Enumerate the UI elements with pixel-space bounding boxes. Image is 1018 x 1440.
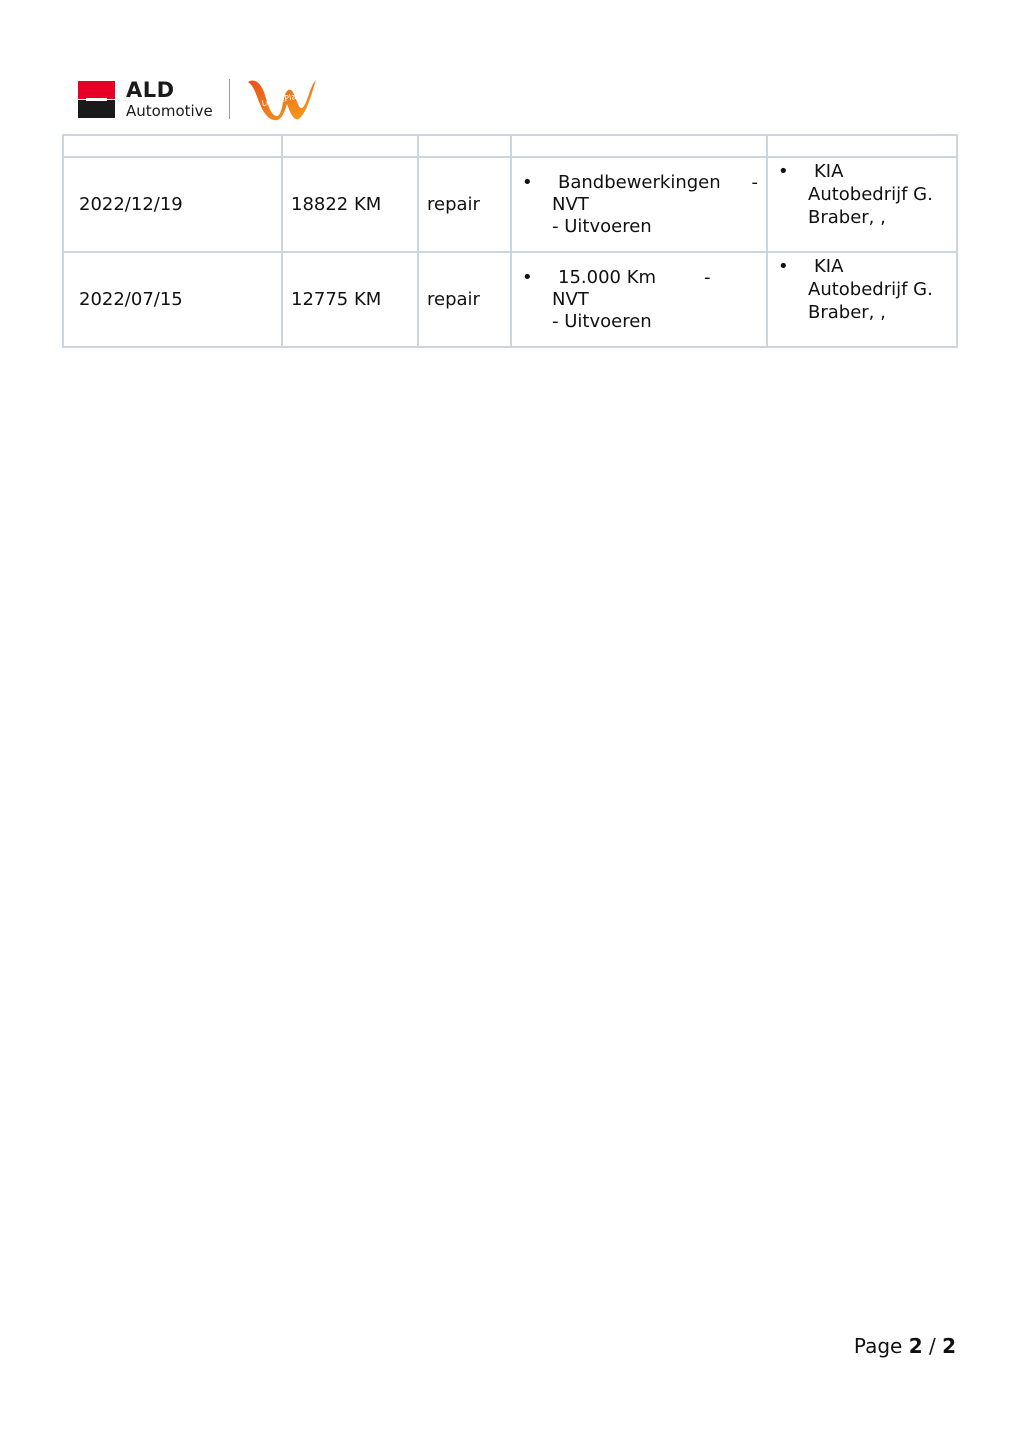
description-bullet-item xyxy=(522,172,758,238)
date-cell: 2022/12/19 xyxy=(63,157,282,252)
description-status: NVT xyxy=(552,288,589,310)
dealer-name: Autobedrijf G. xyxy=(808,184,933,205)
description-name: Bandbewerkingen xyxy=(558,171,721,193)
table-header-row xyxy=(63,135,957,157)
page-number xyxy=(854,1334,956,1358)
date-cell: 2022/07/15 xyxy=(63,252,282,347)
page-separator: / xyxy=(928,1334,936,1358)
dealer-brand: KIA xyxy=(814,256,844,277)
dealer-bullet-item xyxy=(778,255,950,324)
ald-brand-name: ALD xyxy=(126,77,175,102)
description-cell xyxy=(511,157,767,252)
description-separator: - xyxy=(704,266,711,288)
page-label: Page xyxy=(853,1334,903,1358)
column-header xyxy=(418,135,511,157)
table-row xyxy=(63,157,957,252)
ald-logo-mark xyxy=(78,81,115,118)
column-header xyxy=(767,135,957,157)
type-cell: repair xyxy=(418,157,511,252)
column-header xyxy=(282,135,418,157)
maintenance-history-table xyxy=(62,134,958,348)
description-separator: - xyxy=(751,171,758,193)
description-action: - Uitvoeren xyxy=(552,310,652,332)
header-logos xyxy=(78,76,318,122)
type-cell: repair xyxy=(418,252,511,347)
dealer-cell xyxy=(767,157,957,252)
dealer-name-cont: Braber, , xyxy=(808,207,886,228)
dealer-brand: KIA xyxy=(814,161,844,182)
ald-brand-sub: Automotive xyxy=(126,101,213,120)
description-action: - Uitvoeren xyxy=(552,215,652,237)
leaseplan-logo-text: LeasePlan xyxy=(260,90,302,109)
description-name: 15.000 Km xyxy=(558,266,657,288)
bullet-glyph: • xyxy=(522,266,533,288)
leaseplan-logo xyxy=(246,76,318,122)
bullet-glyph: • xyxy=(778,256,789,277)
description-cell xyxy=(511,252,767,347)
table-row xyxy=(63,252,957,347)
dealer-name: Autobedrijf G. xyxy=(808,279,933,300)
logo-divider xyxy=(229,79,230,119)
column-header xyxy=(511,135,767,157)
mileage-cell: 12775 KM xyxy=(282,252,418,347)
dealer-bullet-item xyxy=(778,160,950,229)
dealer-name-cont: Braber, , xyxy=(808,302,886,323)
bullet-glyph: • xyxy=(522,171,533,193)
bullet-glyph: • xyxy=(778,161,789,182)
column-header xyxy=(63,135,282,157)
description-status: NVT xyxy=(552,193,589,215)
current-page: 2 xyxy=(908,1334,923,1358)
description-bullet-item xyxy=(522,267,758,333)
total-pages: 2 xyxy=(942,1334,956,1358)
dealer-cell xyxy=(767,252,957,347)
mileage-cell: 18822 KM xyxy=(282,157,418,252)
ald-logo-text xyxy=(126,77,213,120)
